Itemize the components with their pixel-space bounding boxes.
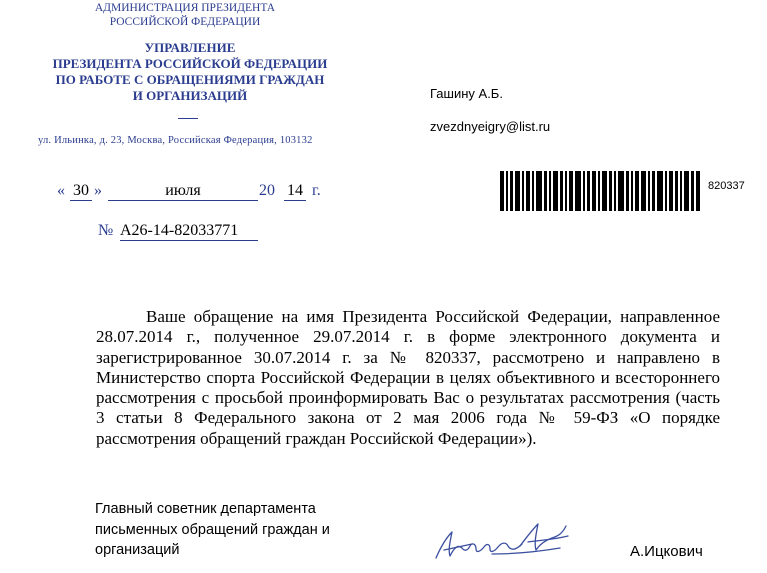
department-heading <box>40 40 340 104</box>
signer-title-line-3: организаций <box>95 542 180 558</box>
dept-line-1: УПРАВЛЕНИЕ <box>144 40 236 55</box>
date-year-suffix: 14 <box>284 182 306 201</box>
recipient-email: zvezdnyeigry@list.ru <box>430 119 551 134</box>
dept-line-2: ПРЕЗИДЕНТА РОССИЙСКОЙ ФЕДЕРАЦИИ <box>52 56 328 71</box>
date-month: июля <box>108 182 258 201</box>
signer-title-line-1: Главный советник департамента <box>95 501 316 517</box>
dept-line-3: ПО РАБОТЕ С ОБРАЩЕНИЯМИ ГРАЖДАН <box>55 72 325 87</box>
recipient-name: Гашину А.Б. <box>430 86 503 101</box>
signer-title <box>95 499 395 561</box>
handwritten-signature <box>432 514 572 564</box>
barcode-image <box>500 171 700 211</box>
date-year-word: г. <box>312 182 321 199</box>
date-close-quote: » <box>94 182 102 199</box>
barcode-number: 820337 <box>708 180 745 192</box>
date-year-prefix: 20 <box>259 182 275 199</box>
org-admin-heading <box>85 1 285 29</box>
reference-number: А26-14-82033771 <box>120 222 258 241</box>
org-line-2: РОССИЙСКОЙ ФЕДЕРАЦИИ <box>109 16 261 28</box>
heading-divider <box>178 118 198 119</box>
date-day: 30 <box>70 182 92 201</box>
signer-title-line-2: письменных обращений граждан и <box>95 521 330 538</box>
reference-number-sign: № <box>98 222 114 239</box>
org-line-1: АДМИНИСТРАЦИЯ ПРЕЗИДЕНТА <box>94 2 276 14</box>
body-paragraph: Ваше обращение на имя Президента Российской Федерации, направленное 28.07.2014 г., полученное 29.07.2014 г. в форме электронного документа и зарегистрированное 30.07.2014 г. за № 820337, рассмотрено и направлено в Министерство спорта Российской Федерации в целях объективного и всестороннего рассмотрения с просьбой проинформировать Вас о результатах рассмотрения (часть 3 статьи 8 Федерального закона от 2 мая 2006 года № 59-ФЗ «О порядке рассмотрения обращений граждан Российской Федерации»). <box>96 307 720 448</box>
dept-line-4: И ОРГАНИЗАЦИЙ <box>132 88 248 103</box>
signer-name: А.Ицкович <box>630 543 703 560</box>
address-line: ул. Ильинка, д. 23, Москва, Российская Федерация, 103132 <box>38 135 313 146</box>
date-open-quote: « <box>57 182 65 199</box>
